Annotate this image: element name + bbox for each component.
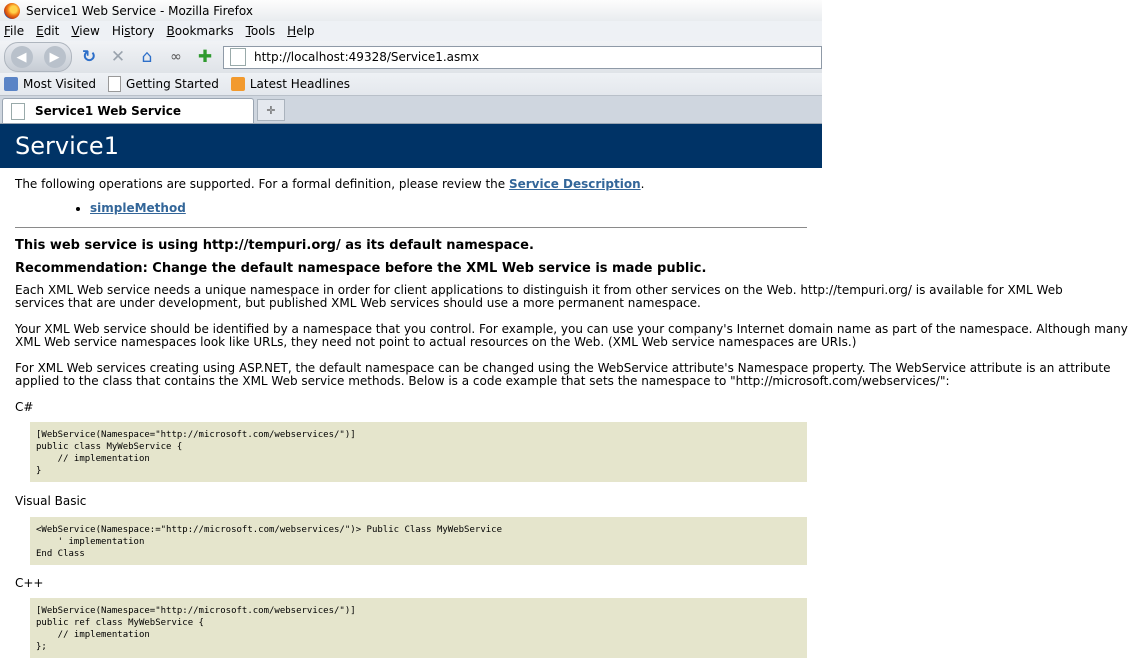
back-forward-buttons xyxy=(4,42,72,72)
menu-bookmarks[interactable]: Bookmarks xyxy=(166,24,234,38)
list-item xyxy=(90,202,807,215)
code-language-label: C++ xyxy=(15,576,44,590)
plus-icon: ✛ xyxy=(266,103,276,117)
paragraph-namespace-control: Your XML Web service should be identified by a namespace that you control. For example, you can use your company's Internet domain name as part of the namespace. Although many XML Web service namespaces look like URLs, they need not point to actual resources on the Web. (XML Web service namespaces are URIs.) xyxy=(15,322,1128,349)
menu-bar xyxy=(0,21,822,41)
url-text: http://localhost:49328/Service1.asmx xyxy=(254,50,480,64)
operations-list xyxy=(15,202,807,215)
address-bar[interactable] xyxy=(223,46,822,69)
new-tab-button[interactable] xyxy=(257,99,285,121)
reload-icon[interactable]: ↻ xyxy=(81,47,97,67)
navigation-toolbar xyxy=(0,41,822,73)
paragraph-namespace-intro: Each XML Web service needs a unique namespace in order for client applications to distinguish it from other services on the Web. http://tempuri.org/ is available for XML Web services that are under development, but published XML Web services should use a more permanent namespace. xyxy=(15,283,1063,310)
code-block-cpp: [WebService(Namespace="http://microsoft.com/webservices/")] public ref class MyWebService { // implementation }; xyxy=(30,598,807,658)
bookmark-most-visited[interactable]: Most Visited xyxy=(4,77,96,91)
recommendation-heading: Recommendation: Change the default namespace before the XML Web service is made public. xyxy=(15,261,707,276)
menu-tools[interactable]: Tools xyxy=(245,24,276,38)
stop-icon[interactable]: ✕ xyxy=(110,47,126,67)
code-language-label: Visual Basic xyxy=(15,494,87,508)
home-icon[interactable]: ⌂ xyxy=(141,47,153,67)
code-block-visual-basic: <WebService(Namespace:="http://microsoft.com/webservices/")> Public Class MyWebService ' implementation End Class xyxy=(30,517,807,565)
code-language-label: C# xyxy=(15,400,34,414)
menu-edit[interactable]: Edit xyxy=(36,24,60,38)
paragraph-aspnet: For XML Web services creating using ASP.NET, the default namespace can be changed using the WebService attribute's Namespace property. The WebService attribute is an attribute applied to the class that contains the XML Web service methods. Below is a code example that sets the namespace to "http://microsoft.com/webservices/": xyxy=(15,361,1111,388)
page-icon xyxy=(230,48,246,66)
menu-help[interactable]: Help xyxy=(287,24,315,38)
menu-view[interactable]: View xyxy=(71,24,100,38)
page-icon xyxy=(108,76,121,92)
menu-file[interactable]: File xyxy=(4,24,25,38)
page-icon xyxy=(11,103,25,120)
divider xyxy=(15,227,807,228)
bookmark-latest-headlines[interactable]: Latest Headlines xyxy=(231,77,350,91)
forward-arrow-icon[interactable]: ▶ xyxy=(44,46,66,68)
firefox-logo-icon xyxy=(4,3,20,19)
menu-history[interactable]: History xyxy=(111,24,155,38)
back-arrow-icon[interactable]: ◀ xyxy=(11,46,33,68)
window-title: Service1 Web Service - Mozilla Firefox xyxy=(26,3,253,18)
add-bookmark-icon[interactable]: ✚ xyxy=(197,47,213,67)
intro-paragraph: The following operations are supported. For a formal definition, please review the Service Description. xyxy=(15,177,645,191)
page-content xyxy=(0,177,1128,658)
service-description-link[interactable]: Service Description xyxy=(508,177,641,191)
window-titlebar xyxy=(0,0,822,21)
rss-feed-icon xyxy=(231,77,245,91)
namespace-notice: This web service is using http://tempuri.org/ as its default namespace. xyxy=(15,238,534,253)
bookmarks-toolbar xyxy=(0,73,822,96)
tab-bar xyxy=(0,96,822,124)
spectacles-icon[interactable]: ∞ xyxy=(170,49,182,65)
tab-service1[interactable]: Service1 Web Service xyxy=(2,98,254,123)
most-visited-icon xyxy=(4,77,18,91)
code-block-csharp: [WebService(Namespace="http://microsoft.com/webservices/")] public class MyWebService { // implementation } xyxy=(30,422,807,482)
page-heading: Service1 xyxy=(0,124,822,168)
operation-link-simplemethod[interactable]: simpleMethod xyxy=(90,201,186,215)
bookmark-getting-started[interactable]: Getting Started xyxy=(108,76,219,92)
